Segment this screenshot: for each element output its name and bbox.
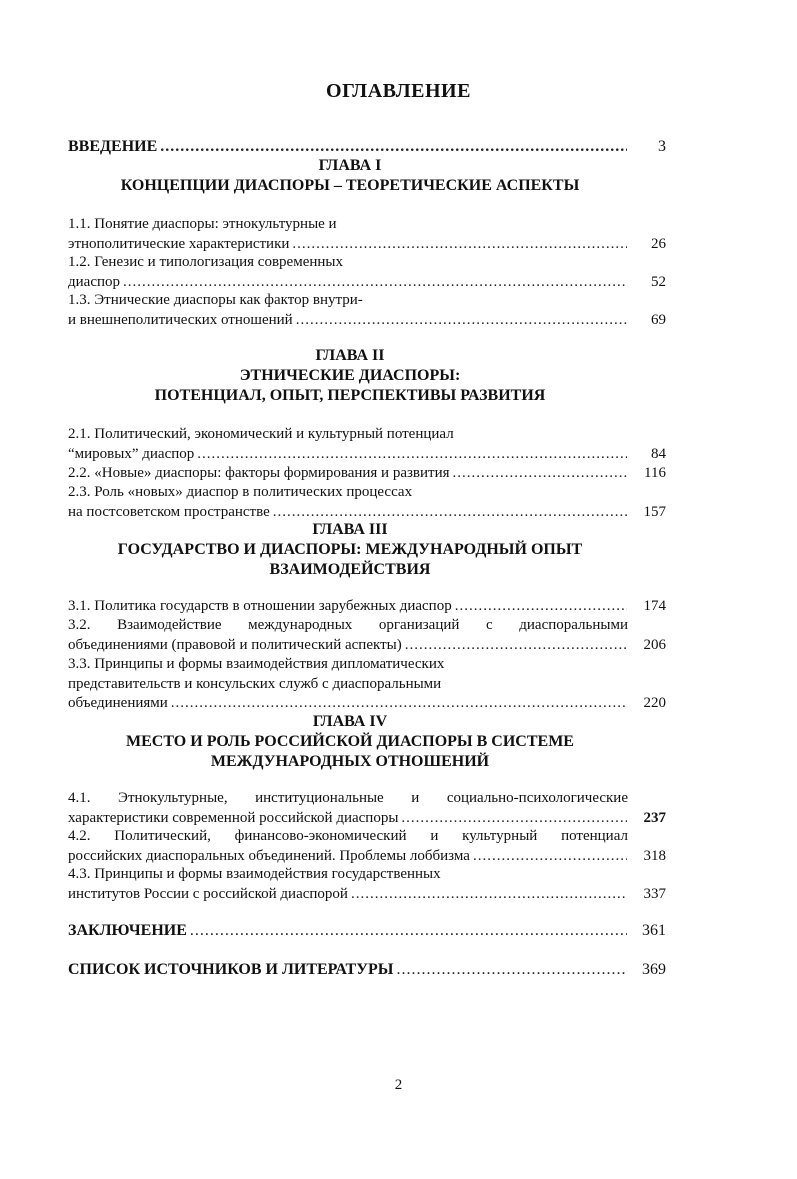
toc-entry-4-2[interactable]: [68, 827, 666, 866]
dot-leader: [405, 636, 627, 656]
toc-entry-3-3[interactable]: [68, 655, 666, 714]
chapter-2-title-line2: ПОТЕНЦИАЛ, ОПЫТ, ПЕРСПЕКТИВЫ РАЗВИТИЯ: [154, 387, 546, 404]
entry-page: 206: [643, 636, 666, 653]
chapter-4-title-line2: МЕЖДУНАРОДНЫХ ОТНОШЕНИЙ: [210, 753, 490, 770]
dot-leader: [453, 464, 627, 484]
toc-entry-intro[interactable]: [68, 137, 666, 157]
chapter-4-label: ГЛАВА IV: [312, 713, 388, 730]
toc-entry-1-3[interactable]: [68, 291, 666, 330]
chapter-1-title: КОНЦЕПЦИИ ДИАСПОРЫ – ТЕОРЕТИЧЕСКИЕ АСПЕКТЫ: [120, 177, 580, 194]
dot-leader: [351, 885, 627, 905]
entry-page: 116: [644, 465, 666, 481]
entry-page: 157: [643, 503, 666, 520]
toc-entry-1-2[interactable]: [68, 253, 666, 292]
entry-line: диаспор: [68, 273, 121, 290]
chapter-4-title-line1: МЕСТО И РОЛЬ РОССИЙСКОЙ ДИАСПОРЫ В СИСТЕМЕ: [126, 733, 574, 750]
chapter-3-title-line1: ГОСУДАРСТВО И ДИАСПОРЫ: МЕЖДУНАРОДНЫЙ ОПЫТ: [117, 541, 583, 558]
entry-page: 361: [642, 922, 666, 939]
entry-page: 52: [651, 273, 666, 290]
entry-page: 174: [643, 598, 666, 614]
entry-line: 1.3. Этнические диаспоры как фактор внутри-: [68, 292, 363, 308]
entry-line: представительств и консульских служб с диаспоральными: [68, 675, 442, 692]
toc-entry-conclusion[interactable]: [68, 921, 666, 941]
entry-line: 3.1. Политика государств в отношении зарубежных диаспор: [68, 598, 452, 614]
entry-line: “мировых” диаспор: [68, 445, 195, 462]
entry-line: 2.3. Роль «новых» диаспор в политических процессах: [68, 484, 413, 500]
chapter-1-label: ГЛАВА I: [318, 157, 382, 174]
entry-line: 3.3. Принципы и формы взаимодействия дипломатических: [68, 656, 445, 672]
dot-leader: [160, 137, 627, 157]
entry-page: 69: [651, 311, 666, 328]
entry-line: на постсоветском пространстве: [68, 503, 270, 520]
dot-leader: [190, 921, 627, 941]
entry-line: 2.1. Политический, экономический и культурный потенциал: [68, 426, 454, 442]
entry-page: 237: [643, 809, 666, 826]
page-number: 2: [394, 1077, 403, 1093]
toc-title: ОГЛАВЛЕНИЕ: [326, 80, 471, 102]
entry-line: этнополитические характеристики: [68, 235, 290, 252]
dot-leader: [401, 809, 627, 829]
toc-entry-4-1[interactable]: [68, 789, 666, 828]
entry-line: 4.1. Этнокультурные, институциональные и социально-психологические: [68, 790, 628, 806]
entry-page: 26: [651, 235, 666, 252]
entry-page: 318: [643, 847, 666, 864]
dot-leader: [455, 597, 627, 617]
toc-entry-3-1[interactable]: [68, 597, 666, 617]
chapter-2-label: ГЛАВА II: [315, 347, 385, 364]
dot-leader: [171, 694, 627, 714]
toc-entry-3-2[interactable]: [68, 616, 666, 655]
dot-leader: [197, 445, 627, 465]
entry-line: 3.2. Взаимодействие международных организаций с диаспоральными: [68, 617, 628, 633]
entry-line: 4.2. Политический, финансово-экономический и культурный потенциал: [68, 828, 628, 844]
toc-entry-2-1[interactable]: [68, 425, 666, 464]
entry-line: 2.2. «Новые» диаспоры: факторы формирования и развития: [68, 465, 450, 481]
entry-label: ВВЕДЕНИЕ: [68, 138, 158, 155]
toc-entry-4-3[interactable]: [68, 865, 666, 904]
dot-leader: [123, 273, 627, 293]
dot-leader: [292, 235, 627, 255]
entry-label: ЗАКЛЮЧЕНИЕ: [68, 922, 187, 939]
entry-line: институтов России с российской диаспорой: [68, 885, 348, 902]
dot-leader: [473, 847, 627, 867]
toc-entry-2-2[interactable]: [68, 464, 666, 484]
entry-line: характеристики современной российской диаспоры: [68, 809, 399, 826]
entry-page: 3: [658, 138, 666, 155]
chapter-3-title-line2: ВЗАИМОДЕЙСТВИЯ: [269, 561, 431, 578]
entry-page: 337: [643, 885, 666, 902]
entry-page: 84: [651, 445, 666, 462]
chapter-2-title-line1: ЭТНИЧЕСКИЕ ДИАСПОРЫ:: [239, 367, 461, 384]
entry-line: 4.3. Принципы и формы взаимодействия государственных: [68, 866, 441, 882]
entry-line: российских диаспоральных объединений. Проблемы лоббизма: [68, 847, 470, 864]
toc-entry-1-1[interactable]: [68, 215, 666, 254]
entry-line: объединениями: [68, 695, 168, 711]
entry-page: 369: [642, 961, 666, 978]
entry-line: и внешнеполитических отношений: [68, 311, 293, 328]
entry-line: 1.2. Генезис и типологизация современных: [68, 254, 343, 270]
toc-entry-sources[interactable]: [68, 960, 666, 980]
entry-line: объединениями (правовой и политический аспекты): [68, 636, 402, 653]
entry-label: СПИСОК ИСТОЧНИКОВ И ЛИТЕРАТУРЫ: [68, 961, 394, 978]
toc-entry-2-3[interactable]: [68, 483, 666, 522]
dot-leader: [396, 960, 627, 980]
dot-leader: [296, 311, 627, 331]
entry-page: 220: [643, 695, 666, 711]
chapter-3-label: ГЛАВА III: [312, 521, 388, 538]
entry-line: 1.1. Понятие диаспоры: этнокультурные и: [68, 216, 337, 232]
